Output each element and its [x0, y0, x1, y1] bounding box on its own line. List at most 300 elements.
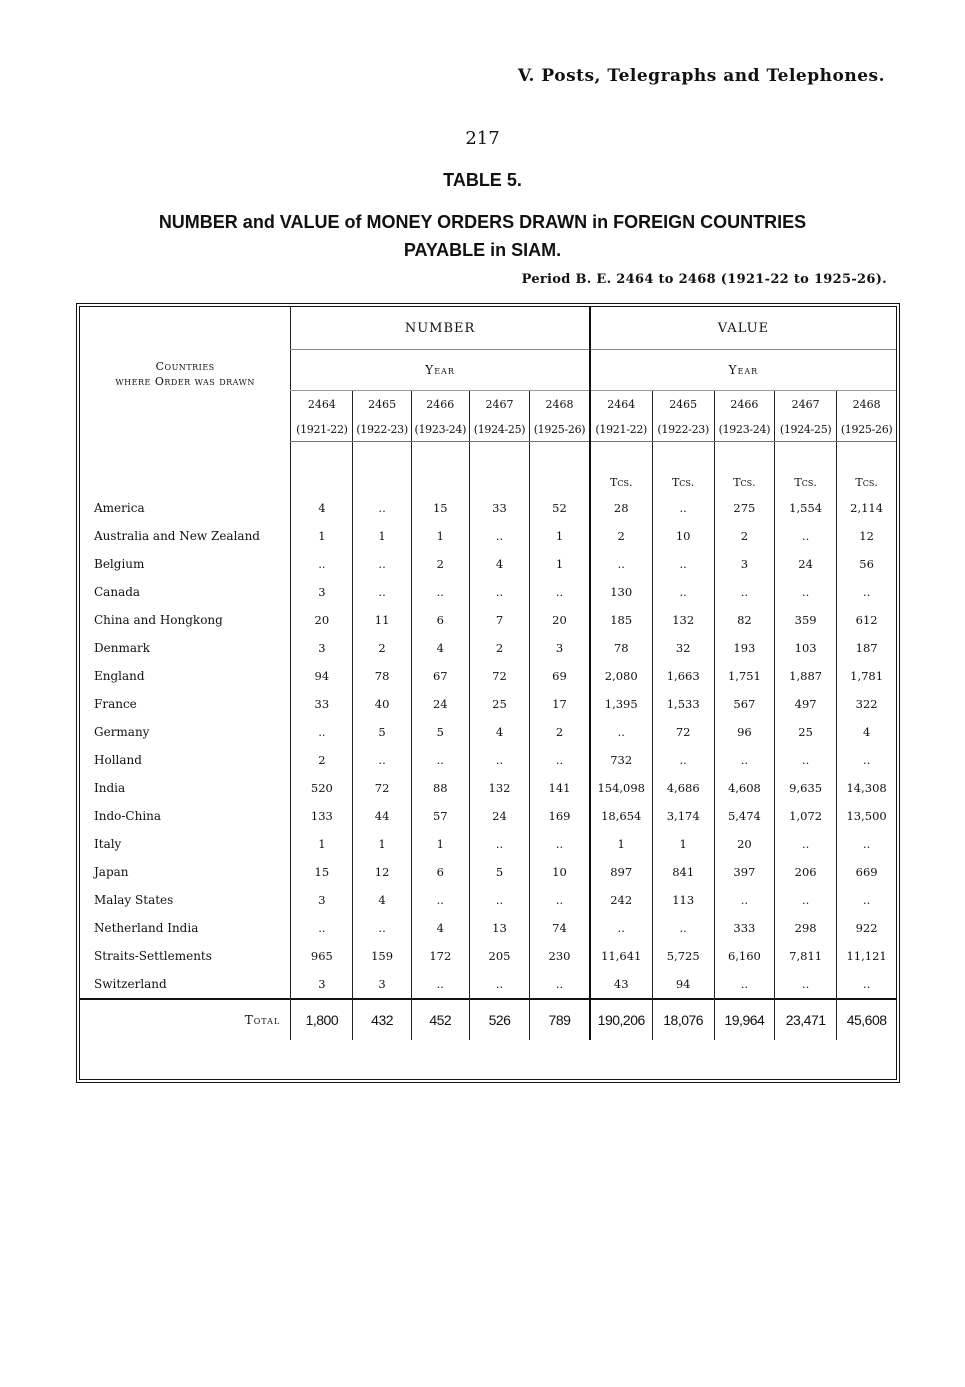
- number-cell: 4: [469, 550, 529, 578]
- unit-label: Tcs.: [652, 470, 714, 494]
- value-cell: 1,533: [652, 690, 714, 718]
- page-number: 217: [465, 128, 500, 149]
- country-name: Denmark: [94, 641, 150, 655]
- value-cell: 497: [775, 690, 837, 718]
- country-name: America: [94, 501, 145, 515]
- number-cell: 69: [530, 662, 590, 690]
- value-cell: 11,641: [590, 942, 652, 970]
- country-name: Malay States: [94, 893, 174, 907]
- table-row: [80, 886, 896, 914]
- total-row: [80, 999, 896, 1040]
- number-cell: 2: [530, 718, 590, 746]
- value-cell: 322: [837, 690, 896, 718]
- number-cell: 230: [530, 942, 590, 970]
- countries-header-line-1: Countries: [155, 360, 215, 374]
- country-name: Holland: [94, 753, 142, 767]
- value-cell: ..: [775, 746, 837, 774]
- number-cell: ..: [411, 970, 469, 999]
- total-value-cell: 19,964: [714, 999, 774, 1040]
- countries-header: [80, 307, 291, 442]
- value-cell: 28: [590, 494, 652, 522]
- number-cell: 1: [353, 830, 411, 858]
- value-cell: 669: [837, 858, 896, 886]
- spacer-cell: [291, 442, 353, 471]
- country-name: Straits-Settlements: [94, 949, 212, 963]
- value-cell: 612: [837, 606, 896, 634]
- value-cell: 154,098: [590, 774, 652, 802]
- table-row: [80, 746, 896, 774]
- number-cell: ..: [469, 970, 529, 999]
- number-cell: 2: [291, 746, 353, 774]
- country-name: France: [94, 697, 137, 711]
- value-cell: 897: [590, 858, 652, 886]
- value-cell: 5,725: [652, 942, 714, 970]
- value-year-be-1: 2465: [652, 391, 714, 418]
- spacer-cell: [530, 442, 590, 471]
- value-year-be-3: 2467: [775, 391, 837, 418]
- value-cell: 10: [652, 522, 714, 550]
- number-cell: 33: [291, 690, 353, 718]
- value-cell: 24: [775, 550, 837, 578]
- spacer-cell: [775, 442, 837, 471]
- number-cell: 4: [411, 914, 469, 942]
- value-cell: 78: [590, 634, 652, 662]
- value-cell: 242: [590, 886, 652, 914]
- unit-blank: [469, 470, 529, 494]
- table-row: [80, 802, 896, 830]
- value-cell: ..: [775, 970, 837, 999]
- value-cell: ..: [590, 718, 652, 746]
- number-cell: 3: [353, 970, 411, 999]
- number-cell: 94: [291, 662, 353, 690]
- value-cell: 82: [714, 606, 774, 634]
- total-value-cell: 23,471: [775, 999, 837, 1040]
- total-number-cell: 432: [353, 999, 411, 1040]
- spacer-cell: [411, 442, 469, 471]
- number-cell: ..: [411, 746, 469, 774]
- table-title: [0, 208, 965, 264]
- spacer-cell: [353, 442, 411, 471]
- unit-label: Tcs.: [775, 470, 837, 494]
- value-cell: 9,635: [775, 774, 837, 802]
- value-cell: 1,781: [837, 662, 896, 690]
- value-cell: ..: [714, 970, 774, 999]
- value-year-be-0: 2464: [590, 391, 652, 418]
- spacer-cell: [80, 442, 291, 471]
- value-cell: 13,500: [837, 802, 896, 830]
- number-cell: ..: [411, 578, 469, 606]
- money-orders-table-frame: [76, 303, 900, 1083]
- number-year-be-2: 2466: [411, 391, 469, 418]
- number-cell: 2: [469, 634, 529, 662]
- number-cell: ..: [353, 746, 411, 774]
- country-name: Japan: [94, 865, 129, 879]
- value-cell: ..: [775, 886, 837, 914]
- number-year-be-0: 2464: [291, 391, 353, 418]
- number-cell: ..: [469, 578, 529, 606]
- value-cell: 333: [714, 914, 774, 942]
- country-cell: [80, 942, 291, 970]
- value-cell: 2: [590, 522, 652, 550]
- value-cell: ..: [652, 746, 714, 774]
- number-cell: 6: [411, 858, 469, 886]
- total-number-cell: 452: [411, 999, 469, 1040]
- value-cell: 193: [714, 634, 774, 662]
- country-cell: [80, 970, 291, 999]
- value-year-header: Year: [590, 350, 896, 391]
- number-cell: 44: [353, 802, 411, 830]
- number-cell: 67: [411, 662, 469, 690]
- value-cell: 25: [775, 718, 837, 746]
- value-year-be-2: 2466: [714, 391, 774, 418]
- number-group-header: NUMBER: [291, 307, 590, 350]
- number-cell: 7: [469, 606, 529, 634]
- value-cell: ..: [775, 522, 837, 550]
- value-cell: 94: [652, 970, 714, 999]
- number-cell: 33: [469, 494, 529, 522]
- value-cell: ..: [775, 578, 837, 606]
- unit-label-cell: [80, 470, 291, 494]
- value-cell: ..: [590, 914, 652, 942]
- unit-blank: [291, 470, 353, 494]
- value-cell: 1,751: [714, 662, 774, 690]
- country-cell: [80, 690, 291, 718]
- value-cell: 922: [837, 914, 896, 942]
- number-cell: 3: [291, 634, 353, 662]
- spacer-cell: [590, 442, 652, 471]
- value-cell: 2: [714, 522, 774, 550]
- total-number-cell: 526: [469, 999, 529, 1040]
- value-cell: ..: [837, 830, 896, 858]
- value-cell: ..: [837, 886, 896, 914]
- value-cell: 397: [714, 858, 774, 886]
- spacer-cell: [714, 442, 774, 471]
- number-cell: 520: [291, 774, 353, 802]
- table-row: [80, 830, 896, 858]
- value-cell: 2,114: [837, 494, 896, 522]
- total-value-cell: 45,608: [837, 999, 896, 1040]
- number-cell: ..: [469, 886, 529, 914]
- country-cell: [80, 774, 291, 802]
- value-cell: 20: [714, 830, 774, 858]
- value-cell: 113: [652, 886, 714, 914]
- number-cell: ..: [353, 494, 411, 522]
- number-cell: 5: [411, 718, 469, 746]
- country-name: Germany: [94, 725, 150, 739]
- value-year-ce-2: (1923-24): [714, 417, 774, 442]
- number-cell: 72: [469, 662, 529, 690]
- country-name: Indo-China: [94, 809, 162, 823]
- value-cell: 841: [652, 858, 714, 886]
- number-cell: 15: [411, 494, 469, 522]
- unit-label: Tcs.: [714, 470, 774, 494]
- number-cell: 10: [530, 858, 590, 886]
- value-group-header: VALUE: [590, 307, 896, 350]
- number-cell: 3: [291, 578, 353, 606]
- table-row: [80, 774, 896, 802]
- value-year-be-4: 2468: [837, 391, 896, 418]
- number-cell: 4: [353, 886, 411, 914]
- value-cell: 96: [714, 718, 774, 746]
- value-cell: ..: [590, 550, 652, 578]
- number-cell: ..: [353, 914, 411, 942]
- unit-blank: [411, 470, 469, 494]
- number-cell: 1: [530, 550, 590, 578]
- value-cell: 7,811: [775, 942, 837, 970]
- table-row: [80, 718, 896, 746]
- value-cell: 2,080: [590, 662, 652, 690]
- value-cell: 56: [837, 550, 896, 578]
- value-cell: 11,121: [837, 942, 896, 970]
- value-cell: ..: [652, 578, 714, 606]
- number-cell: 17: [530, 690, 590, 718]
- number-cell: 3: [291, 970, 353, 999]
- country-name: Italy: [94, 837, 122, 851]
- number-cell: 172: [411, 942, 469, 970]
- value-cell: 130: [590, 578, 652, 606]
- number-cell: 40: [353, 690, 411, 718]
- spacer-cell: [652, 442, 714, 471]
- value-cell: 6,160: [714, 942, 774, 970]
- table-row: [80, 522, 896, 550]
- country-cell: [80, 746, 291, 774]
- value-cell: 1: [652, 830, 714, 858]
- table-row: [80, 858, 896, 886]
- number-cell: ..: [469, 746, 529, 774]
- number-cell: ..: [530, 886, 590, 914]
- number-cell: ..: [469, 522, 529, 550]
- value-cell: 1: [590, 830, 652, 858]
- number-cell: 2: [411, 550, 469, 578]
- country-name: Canada: [94, 585, 141, 599]
- value-cell: 206: [775, 858, 837, 886]
- total-number-cell: 789: [530, 999, 590, 1040]
- number-cell: 24: [469, 802, 529, 830]
- number-cell: 13: [469, 914, 529, 942]
- number-cell: 3: [530, 634, 590, 662]
- number-cell: 72: [353, 774, 411, 802]
- number-cell: 78: [353, 662, 411, 690]
- value-cell: 1,072: [775, 802, 837, 830]
- spacer-cell: [837, 442, 896, 471]
- value-cell: 32: [652, 634, 714, 662]
- value-cell: ..: [652, 550, 714, 578]
- table-row: [80, 690, 896, 718]
- value-cell: 187: [837, 634, 896, 662]
- country-cell: [80, 802, 291, 830]
- number-cell: 88: [411, 774, 469, 802]
- value-cell: 12: [837, 522, 896, 550]
- table-title-line-1: NUMBER and VALUE of MONEY ORDERS DRAWN in FOREIGN COUNTRIES: [158, 212, 807, 232]
- table-row: [80, 942, 896, 970]
- number-year-ce-0: (1921-22): [291, 417, 353, 442]
- number-cell: 133: [291, 802, 353, 830]
- country-cell: [80, 718, 291, 746]
- table-row: [80, 494, 896, 522]
- number-cell: 11: [353, 606, 411, 634]
- table-row: [80, 606, 896, 634]
- value-cell: 1,663: [652, 662, 714, 690]
- running-head: V. Posts, Telegraphs and Telephones.: [517, 66, 885, 86]
- number-cell: 132: [469, 774, 529, 802]
- number-year-ce-3: (1924-25): [469, 417, 529, 442]
- number-cell: 3: [291, 886, 353, 914]
- number-cell: 5: [469, 858, 529, 886]
- value-cell: 4,686: [652, 774, 714, 802]
- total-label: Total: [80, 999, 291, 1040]
- value-year-ce-3: (1924-25): [775, 417, 837, 442]
- number-year-be-3: 2467: [469, 391, 529, 418]
- money-orders-table: [80, 307, 896, 1040]
- table-label: TABLE 5.: [443, 170, 522, 190]
- unit-label: Tcs.: [837, 470, 896, 494]
- value-cell: 72: [652, 718, 714, 746]
- table-row: [80, 914, 896, 942]
- number-cell: ..: [291, 718, 353, 746]
- number-cell: ..: [291, 914, 353, 942]
- value-cell: 1,395: [590, 690, 652, 718]
- country-cell: [80, 494, 291, 522]
- number-cell: 52: [530, 494, 590, 522]
- value-cell: 18,654: [590, 802, 652, 830]
- unit-blank: [353, 470, 411, 494]
- value-cell: ..: [714, 886, 774, 914]
- number-cell: 141: [530, 774, 590, 802]
- number-cell: 169: [530, 802, 590, 830]
- table-row: [80, 662, 896, 690]
- number-year-be-4: 2468: [530, 391, 590, 418]
- number-cell: 1: [411, 522, 469, 550]
- value-cell: 4: [837, 718, 896, 746]
- country-cell: [80, 634, 291, 662]
- value-cell: ..: [714, 746, 774, 774]
- number-cell: 2: [353, 634, 411, 662]
- country-cell: [80, 606, 291, 634]
- country-name: England: [94, 669, 145, 683]
- value-cell: 5,474: [714, 802, 774, 830]
- value-cell: 275: [714, 494, 774, 522]
- number-cell: ..: [411, 886, 469, 914]
- number-cell: ..: [469, 830, 529, 858]
- number-cell: 4: [291, 494, 353, 522]
- number-cell: 57: [411, 802, 469, 830]
- total-value-cell: 18,076: [652, 999, 714, 1040]
- value-cell: ..: [837, 970, 896, 999]
- value-year-ce-4: (1925-26): [837, 417, 896, 442]
- number-cell: 159: [353, 942, 411, 970]
- number-cell: 1: [353, 522, 411, 550]
- number-year-ce-1: (1922-23): [353, 417, 411, 442]
- unit-blank: [530, 470, 590, 494]
- number-cell: ..: [530, 970, 590, 999]
- value-cell: 185: [590, 606, 652, 634]
- number-cell: 5: [353, 718, 411, 746]
- country-name: China and Hongkong: [94, 613, 223, 627]
- country-name: Switzerland: [94, 977, 167, 991]
- number-cell: 15: [291, 858, 353, 886]
- value-cell: 3: [714, 550, 774, 578]
- value-year-ce-0: (1921-22): [590, 417, 652, 442]
- number-cell: 1: [291, 522, 353, 550]
- country-cell: [80, 830, 291, 858]
- country-cell: [80, 886, 291, 914]
- value-cell: 732: [590, 746, 652, 774]
- number-cell: 205: [469, 942, 529, 970]
- value-cell: 567: [714, 690, 774, 718]
- value-cell: 14,308: [837, 774, 896, 802]
- number-cell: 1: [291, 830, 353, 858]
- number-cell: ..: [353, 550, 411, 578]
- value-cell: ..: [775, 830, 837, 858]
- country-name: Belgium: [94, 557, 145, 571]
- number-year-be-1: 2465: [353, 391, 411, 418]
- total-value-cell: 190,206: [590, 999, 652, 1040]
- number-cell: ..: [530, 830, 590, 858]
- number-year-ce-4: (1925-26): [530, 417, 590, 442]
- country-name: Australia and New Zealand: [94, 529, 260, 543]
- value-cell: 298: [775, 914, 837, 942]
- number-cell: 25: [469, 690, 529, 718]
- number-cell: ..: [530, 578, 590, 606]
- value-cell: 359: [775, 606, 837, 634]
- table-row: [80, 550, 896, 578]
- value-cell: ..: [837, 746, 896, 774]
- country-cell: [80, 522, 291, 550]
- number-cell: 4: [411, 634, 469, 662]
- total-number-cell: 1,800: [291, 999, 353, 1040]
- value-cell: 3,174: [652, 802, 714, 830]
- value-cell: 1,887: [775, 662, 837, 690]
- value-cell: 4,608: [714, 774, 774, 802]
- value-cell: ..: [714, 578, 774, 606]
- value-cell: ..: [837, 578, 896, 606]
- number-cell: 6: [411, 606, 469, 634]
- country-name: Netherland India: [94, 921, 199, 935]
- number-cell: 24: [411, 690, 469, 718]
- number-cell: 1: [411, 830, 469, 858]
- number-cell: 4: [469, 718, 529, 746]
- value-cell: 1,554: [775, 494, 837, 522]
- number-cell: ..: [530, 746, 590, 774]
- number-cell: 12: [353, 858, 411, 886]
- number-cell: 20: [530, 606, 590, 634]
- table-row: [80, 578, 896, 606]
- value-cell: 43: [590, 970, 652, 999]
- value-year-ce-1: (1922-23): [652, 417, 714, 442]
- country-cell: [80, 914, 291, 942]
- value-cell: 103: [775, 634, 837, 662]
- number-cell: 74: [530, 914, 590, 942]
- number-cell: ..: [353, 578, 411, 606]
- unit-label: Tcs.: [590, 470, 652, 494]
- period-note: Period B. E. 2464 to 2468 (1921-22 to 1925-26).: [521, 272, 887, 287]
- countries-header-line-2: where Order was drawn: [115, 375, 255, 389]
- value-cell: ..: [652, 914, 714, 942]
- number-cell: 20: [291, 606, 353, 634]
- number-year-header: Year: [291, 350, 590, 391]
- number-cell: ..: [291, 550, 353, 578]
- country-cell: [80, 662, 291, 690]
- table-row: [80, 970, 896, 999]
- table-row: [80, 634, 896, 662]
- country-cell: [80, 578, 291, 606]
- number-year-ce-2: (1923-24): [411, 417, 469, 442]
- country-cell: [80, 858, 291, 886]
- country-cell: [80, 550, 291, 578]
- table-title-line-2: PAYABLE in SIAM.: [403, 240, 562, 260]
- spacer-cell: [469, 442, 529, 471]
- number-cell: 1: [530, 522, 590, 550]
